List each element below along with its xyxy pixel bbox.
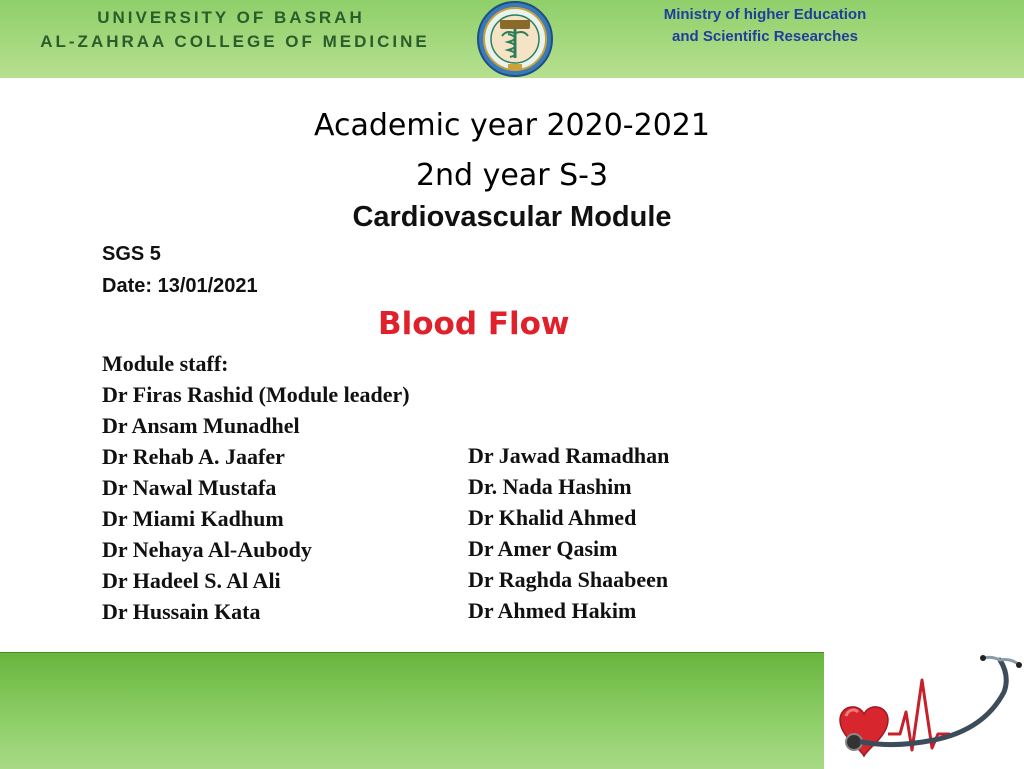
staff-member: Dr Nehaya Al-Aubody [102, 537, 312, 562]
header-bar [0, 0, 1024, 78]
staff-heading: Module staff: [102, 351, 229, 376]
staff-member: Dr Nawal Mustafa [102, 475, 277, 500]
college-name: AL-ZAHRAA COLLEGE OF MEDICINE [40, 32, 430, 51]
staff-member: Dr Raghda Shaabeen [468, 567, 669, 592]
staff-list-right [468, 440, 669, 626]
academic-year-title: Academic year 2020-2021 [314, 108, 710, 143]
staff-member: Dr Amer Qasim [468, 536, 618, 561]
staff-member: Dr Miami Kadhum [102, 506, 284, 531]
staff-member: Dr Rehab A. Jaafer [102, 444, 285, 469]
staff-member: Dr Firas Rashid (Module leader) [102, 382, 410, 407]
university-name: UNIVERSITY OF BASRAH [97, 8, 365, 27]
heart-stethoscope-icon [824, 652, 1024, 768]
topic-title: Blood Flow [378, 306, 570, 342]
module-title: Cardiovascular Module [352, 201, 672, 233]
staff-member: Dr. Nada Hashim [468, 474, 632, 499]
staff-member: Dr Hussain Kata [102, 599, 261, 624]
sgs-label: SGS 5 [102, 243, 161, 265]
year-semester-title: 2nd year S-3 [415, 158, 609, 193]
staff-list-left [102, 348, 410, 627]
date-label: Date: 13/01/2021 [102, 275, 258, 297]
ministry-line-2: and Scientific Researches [672, 28, 858, 45]
staff-member: Dr Ansam Munadhel [102, 413, 300, 438]
staff-member: Dr Ahmed Hakim [468, 598, 637, 623]
staff-member: Dr Khalid Ahmed [468, 505, 637, 530]
staff-member: Dr Jawad Ramadhan [468, 443, 670, 468]
footer-bar [0, 652, 824, 769]
college-seal-icon [470, 0, 560, 78]
ministry-line-1: Ministry of higher Education [663, 6, 867, 23]
staff-member: Dr Hadeel S. Al Ali [102, 568, 281, 593]
